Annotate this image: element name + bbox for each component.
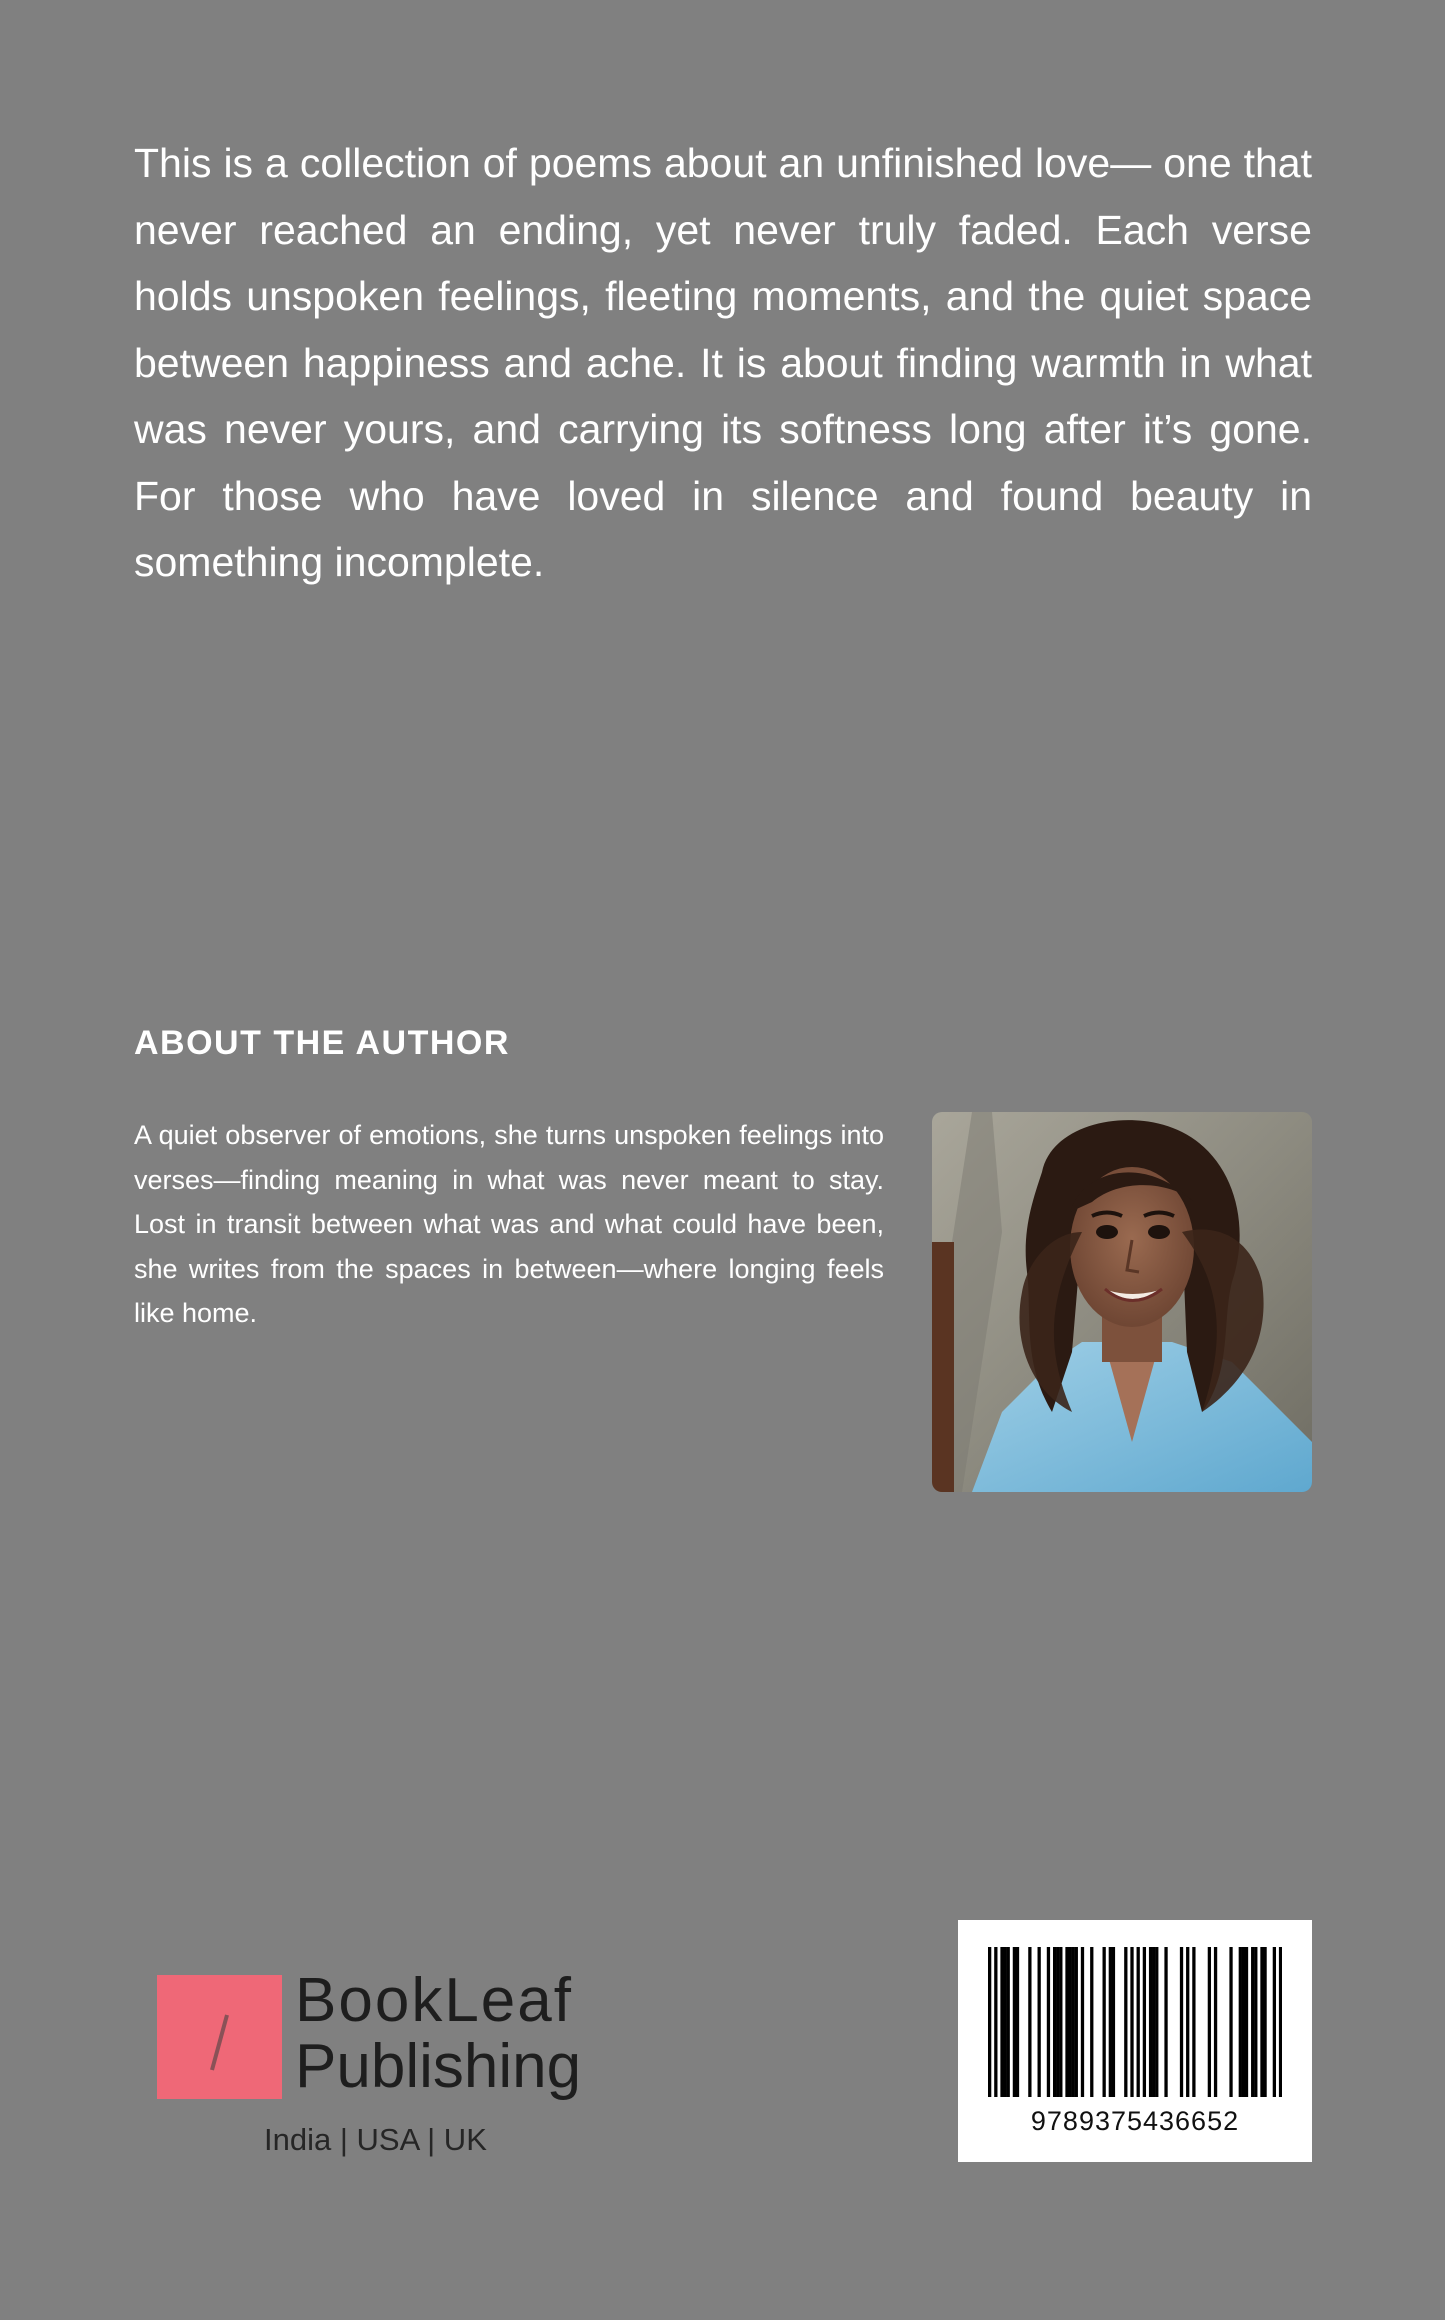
barcode-bar <box>1081 1947 1084 2097</box>
barcode-bar <box>1007 1947 1010 2097</box>
barcode-bar <box>1254 1947 1257 2097</box>
barcode-bar <box>1112 1947 1115 2097</box>
barcode-bar <box>1124 1947 1127 2097</box>
barcode-bar <box>1186 1947 1189 2097</box>
barcode-bar <box>1273 1947 1276 2097</box>
author-photo <box>932 1112 1312 1492</box>
barcode-bar <box>994 1947 997 2097</box>
barcode-bar <box>1003 1947 1006 2097</box>
barcode-bar <box>1130 1947 1133 2097</box>
barcode-bar <box>1251 1947 1254 2097</box>
barcode-bar <box>1016 1947 1019 2097</box>
publisher-name-line1: BookLeaf <box>295 1966 573 2035</box>
publisher-logo-mark <box>157 1975 282 2099</box>
barcode-bar <box>1260 1947 1263 2097</box>
barcode-bar <box>1000 1947 1003 2097</box>
barcode-bar <box>1109 1947 1112 2097</box>
barcode-bar <box>1075 1947 1078 2097</box>
barcode-bar <box>1090 1947 1093 2097</box>
barcode-bar <box>1053 1947 1056 2097</box>
barcode-bar <box>1056 1947 1059 2097</box>
publisher-logo <box>157 1966 607 2157</box>
barcode-bar <box>988 1947 991 2097</box>
barcode-bar <box>1164 1947 1167 2097</box>
back-cover-blurb: This is a collection of poems about an unfinished love— one that never reached an ending, yet never truly faded. Each verse holds unspoken feelings, fleeting moments, and the quiet space between happiness and ache. It is about finding warmth in what was never yours, and carrying its softness long after it’s gone. For those who have loved in silence and found beauty in something incomplete. <box>134 140 1312 585</box>
barcode-bars <box>988 1947 1282 2097</box>
barcode-bar <box>1208 1947 1211 2097</box>
barcode-bar <box>1068 1947 1071 2097</box>
barcode-bar <box>1028 1947 1031 2097</box>
barcode-bar <box>1143 1947 1146 2097</box>
about-author-text: A quiet observer of emotions, she turns unspoken feelings into verses—finding meaning in what was never meant to stay. Lost in transit between what was and what could have been, she writes from the spaces in between—where longing feels like home. <box>134 1120 884 1328</box>
publisher-name-line2: Publishing <box>295 2032 582 2101</box>
barcode-bar <box>1149 1947 1152 2097</box>
barcode-bar <box>1072 1947 1075 2097</box>
barcode-bar <box>1239 1947 1242 2097</box>
barcode-bar <box>1065 1947 1068 2097</box>
barcode-bar <box>1245 1947 1248 2097</box>
barcode-bar <box>1192 1947 1195 2097</box>
barcode-bar <box>1137 1947 1140 2097</box>
barcode-bar <box>1059 1947 1062 2097</box>
barcode-bar <box>1263 1947 1266 2097</box>
barcode-bar <box>1047 1947 1050 2097</box>
about-author-heading: ABOUT THE AUTHOR <box>134 1024 510 1062</box>
barcode-bar <box>1155 1947 1158 2097</box>
barcode-bar <box>1279 1947 1282 2097</box>
barcode-bar <box>1242 1947 1245 2097</box>
isbn-number: 9789375436652 <box>1030 2106 1240 2136</box>
barcode-bar <box>1103 1947 1106 2097</box>
barcode-bar <box>1038 1947 1041 2097</box>
barcode-bar <box>1214 1947 1217 2097</box>
barcode-bar <box>1152 1947 1155 2097</box>
barcode-bar <box>1229 1947 1232 2097</box>
publisher-regions: India | USA | UK <box>264 2122 487 2157</box>
isbn-barcode <box>958 1920 1312 2162</box>
barcode-bar <box>1180 1947 1183 2097</box>
barcode-bar <box>1013 1947 1016 2097</box>
